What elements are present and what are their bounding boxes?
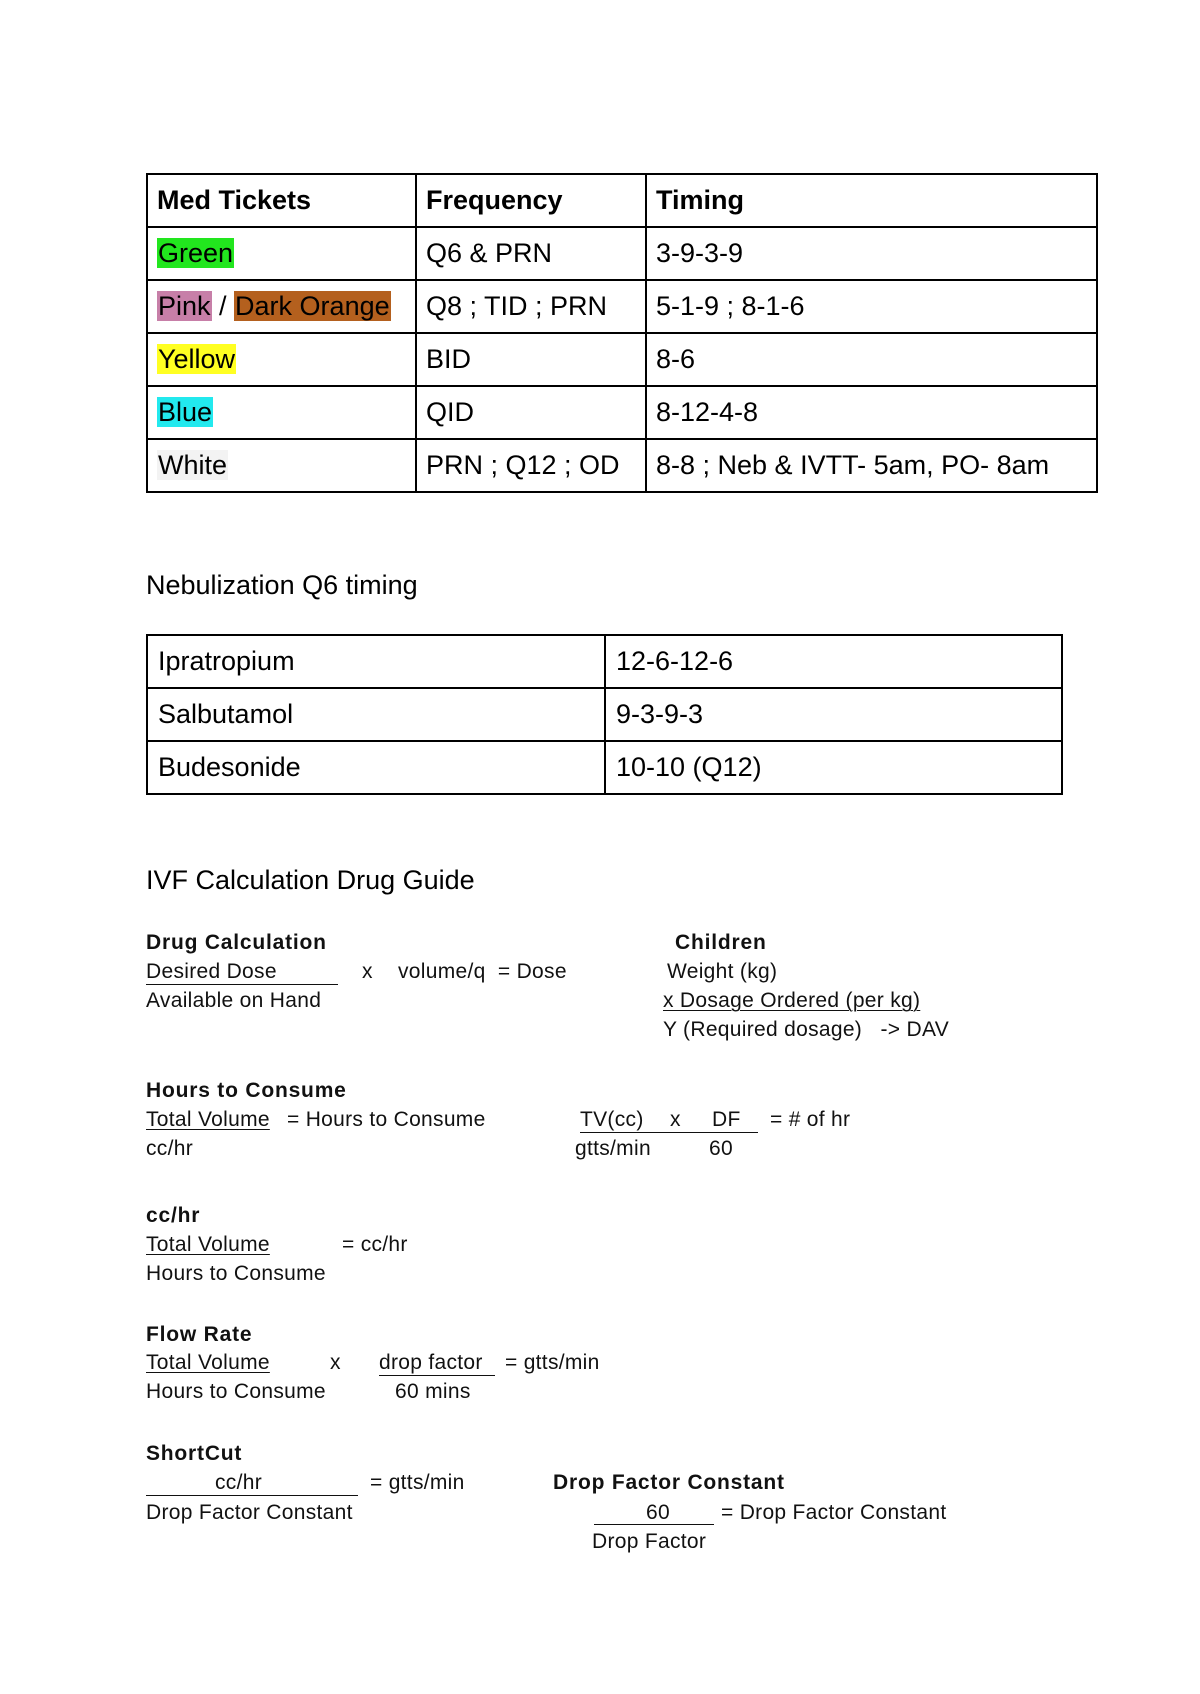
flow-numerator2: drop factor [379, 1351, 483, 1374]
cchr-denominator: Hours to Consume [146, 1262, 326, 1285]
ticket-separator: / [211, 291, 235, 321]
ivf-heading: IVF Calculation Drug Guide [146, 865, 475, 895]
fraction-line [146, 1495, 358, 1496]
dfc-equals: = Drop Factor Constant [721, 1501, 947, 1524]
ticket-white: White [158, 450, 228, 480]
fraction-line [146, 984, 338, 985]
med-tickets-table [146, 173, 1098, 493]
hours-title: Hours to Consume [146, 1079, 347, 1102]
timing-cell: 5-1-9 ; 8-1-6 [646, 280, 1097, 333]
fraction-line [594, 1524, 714, 1525]
shortcut-title: ShortCut [146, 1442, 243, 1465]
shortcut-equals: = gtts/min [370, 1471, 465, 1494]
table-header-row [147, 174, 1097, 227]
dfc-title: Drop Factor Constant [553, 1471, 785, 1494]
ticket-pink: Pink [158, 291, 211, 321]
nebulization-table [146, 634, 1063, 795]
ticket-cell [147, 227, 416, 280]
table-row [147, 333, 1097, 386]
table-row [147, 386, 1097, 439]
ticket-cell [147, 280, 416, 333]
header-timing: Timing [646, 174, 1097, 227]
timing-cell: 8-12-4-8 [646, 386, 1097, 439]
frequency-cell: Q8 ; TID ; PRN [416, 280, 646, 333]
table-row [147, 280, 1097, 333]
flow-denominator2: 60 mins [395, 1380, 471, 1403]
timing-cell: 8-6 [646, 333, 1097, 386]
ticket-yellow: Yellow [158, 344, 236, 374]
drug-cell: Budesonide [147, 741, 605, 794]
shortcut-numerator: cc/hr [215, 1471, 263, 1494]
nebulization-heading: Nebulization Q6 timing [146, 570, 418, 600]
hours-alt-den1: gtts/min [575, 1137, 651, 1160]
header-frequency: Frequency [416, 174, 646, 227]
ticket-blue: Blue [158, 397, 213, 427]
cchr-numerator: Total Volume [146, 1233, 270, 1256]
ticket-cell [147, 333, 416, 386]
ticket-dark-orange: Dark Orange [235, 291, 390, 321]
times-sign: x [362, 960, 373, 983]
flow-times: x [330, 1351, 341, 1374]
drug-calc-volume: volume/q = Dose [398, 960, 567, 983]
timing-cell: 3-9-3-9 [646, 227, 1097, 280]
frequency-cell: BID [416, 333, 646, 386]
cchr-equals: = cc/hr [342, 1233, 408, 1256]
hours-alt-num2: DF [712, 1108, 741, 1131]
hours-alt-den2: 60 [709, 1137, 733, 1160]
ticket-cell [147, 439, 416, 492]
ticket-cell [147, 386, 416, 439]
table-row [147, 227, 1097, 280]
timing-cell: 12-6-12-6 [605, 635, 1062, 688]
drug-calc-denominator: Available on Hand [146, 989, 322, 1012]
dfc-denominator: Drop Factor [592, 1530, 707, 1553]
flow-equals: = gtts/min [505, 1351, 600, 1374]
frequency-cell: Q6 & PRN [416, 227, 646, 280]
table-row [147, 439, 1097, 492]
dfc-numerator: 60 [646, 1501, 670, 1524]
hours-alt-equals: = # of hr [770, 1108, 851, 1131]
header-med-tickets: Med Tickets [147, 174, 416, 227]
hours-alt-num1: TV(cc) [580, 1108, 644, 1131]
timing-cell: 8-8 ; Neb & IVTT- 5am, PO- 8am [646, 439, 1097, 492]
fraction-line [379, 1375, 495, 1376]
shortcut-denominator: Drop Factor Constant [146, 1501, 353, 1524]
drug-cell: Salbutamol [147, 688, 605, 741]
hours-equals: = Hours to Consume [287, 1108, 486, 1131]
children-dosage: x Dosage Ordered (per kg) [663, 989, 921, 1012]
table-row [147, 741, 1062, 794]
frequency-cell: QID [416, 386, 646, 439]
cchr-title: cc/hr [146, 1204, 201, 1227]
drug-calc-numerator: Desired Dose [146, 960, 277, 983]
frequency-cell: PRN ; Q12 ; OD [416, 439, 646, 492]
hours-alt-times: x [670, 1108, 681, 1131]
drug-cell: Ipratropium [147, 635, 605, 688]
table-row [147, 635, 1062, 688]
children-title: Children [675, 931, 767, 954]
timing-cell: 10-10 (Q12) [605, 741, 1062, 794]
children-weight: Weight (kg) [667, 960, 778, 983]
ticket-green: Green [158, 238, 234, 268]
hours-numerator: Total Volume [146, 1108, 270, 1131]
timing-cell: 9-3-9-3 [605, 688, 1062, 741]
flow-title: Flow Rate [146, 1323, 253, 1346]
children-required: Y (Required dosage) -> DAV [663, 1018, 950, 1041]
hours-denominator: cc/hr [146, 1137, 194, 1160]
flow-denominator: Hours to Consume [146, 1380, 326, 1403]
table-row [147, 688, 1062, 741]
drug-calculation-title: Drug Calculation [146, 931, 327, 954]
flow-numerator: Total Volume [146, 1351, 270, 1374]
fraction-line [580, 1132, 758, 1133]
